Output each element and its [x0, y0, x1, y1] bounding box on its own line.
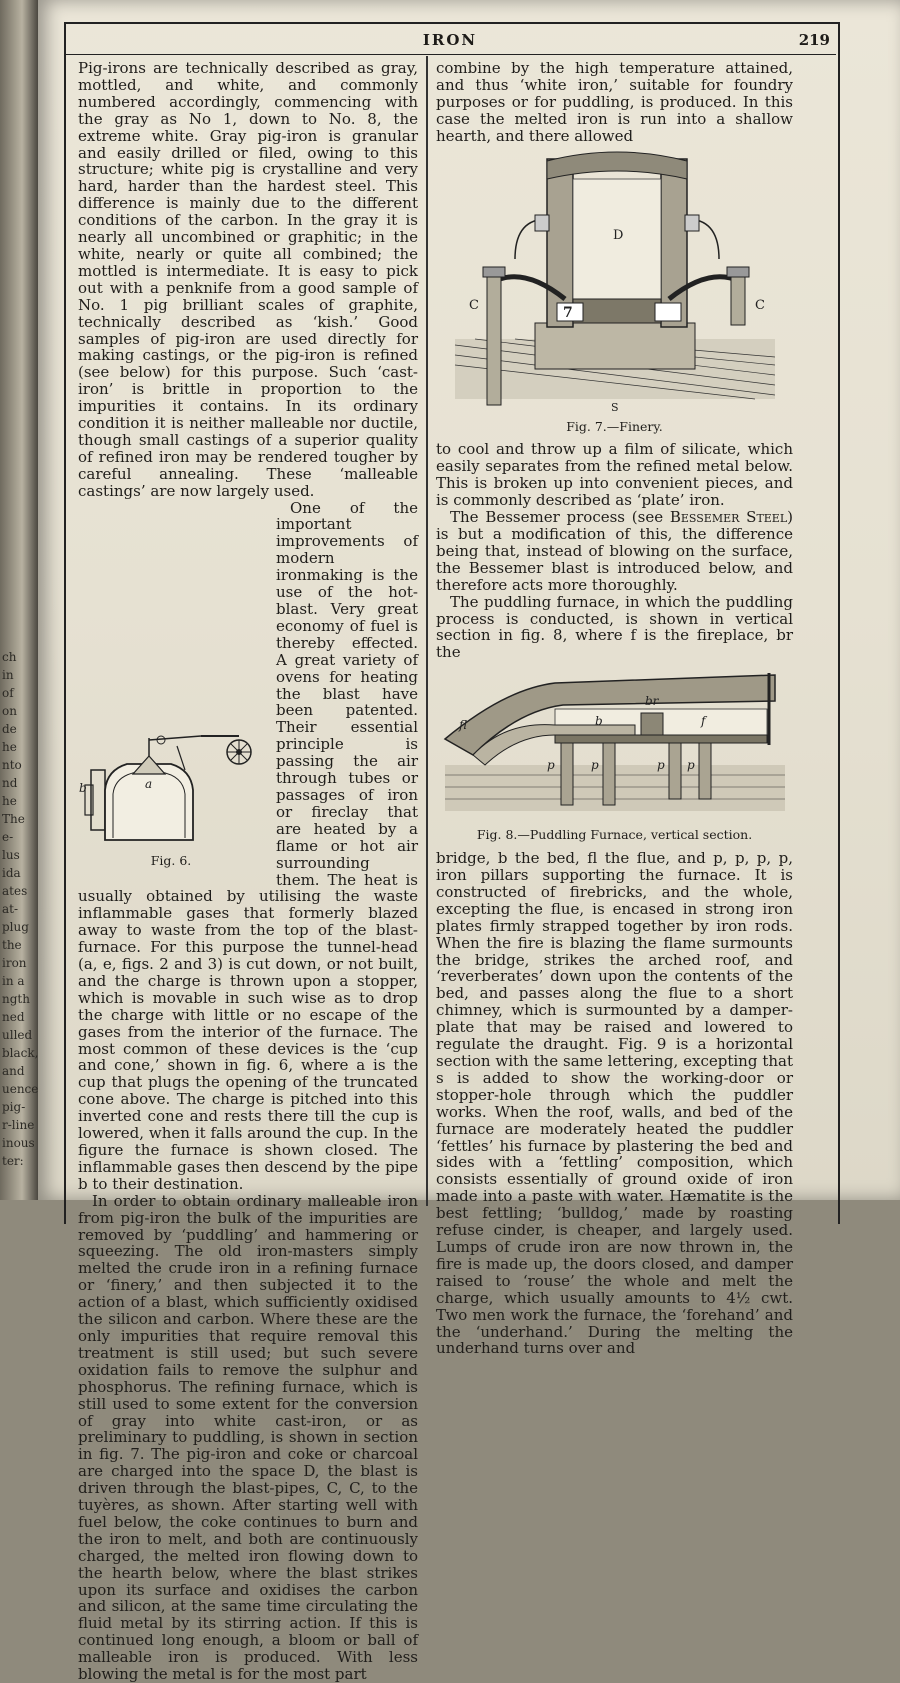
fig7-label-s: S	[610, 400, 619, 414]
previous-page-fragment: ulled	[2, 1028, 33, 1042]
running-head	[64, 24, 836, 55]
finery-illustration	[455, 149, 775, 417]
previous-page-fragment: ter:	[2, 1154, 24, 1168]
fig6-label-b: b	[79, 780, 87, 795]
previous-page-fragment: de	[2, 722, 17, 736]
right-column	[436, 60, 793, 1357]
paragraph-hot-blast-block	[78, 500, 418, 1193]
column-rule	[426, 56, 428, 1206]
fig8-label-fl: fl	[458, 718, 467, 733]
fig7-label-d: D	[612, 227, 623, 243]
previous-page-fragment: ned	[2, 1010, 25, 1024]
previous-page-fragment: nd	[2, 776, 18, 790]
paragraph-pig-irons: Pig-irons are technically described as gray, mottled, and white, and commonly numbered accordingly, commencing with the gray as No 1, down to No. 8, the extreme white. Gray pig-iron is granular and easily drilled or filed, owing to this structure; white pig is crystalline and very hard, harder than the hardest steel. This difference is mainly due to the different conditions of the carbon. In the gray it is nearly all uncombined or graphitic; in the white, nearly or quite all combined; the mottled is intermediate. It is easy to pick out with a penknife from a good sample of No. 1 pig brilliant scales of graphite, technically described as ‘kish.’ Good samples of pig-iron are used directly for making castings, or the pig-iron is refined (see below) for this purpose. Such ‘cast-iron’ is brittle in proportion to the impurities it contains. In its ordinary condition it is neither malleable nor ductile, though small castings of a superior quality of refined iron may be rendered tougher by careful annealing. These ‘malleable castings’ are now largely used.	[78, 59, 418, 500]
left-column	[78, 60, 418, 1683]
previous-page-fragment: of	[2, 686, 14, 700]
fig7-label-c-left: C	[468, 297, 479, 313]
figure-6	[76, 730, 266, 871]
previous-page-fragment: at-	[2, 902, 19, 916]
fig8-label-p1: p	[546, 758, 555, 773]
bessemer-text-a: The Bessemer process (see	[450, 508, 670, 527]
paragraph-white-iron: combine by the high temperature attained, and thus ‘white iron,’ suitable for foundry purposes or for puddling, is produced. In this case the melted iron is run into a shallow hearth, and there allowed	[436, 59, 793, 145]
previous-page-fragment: The	[2, 812, 25, 826]
previous-page-fragment: uence	[2, 1082, 39, 1096]
paragraph-hot-blast: One of the important improvements of modern ironmaking is the use of the hot-blast. Very great economy of fuel is thereby effected. A great variety of ovens for heating the blast have been patented. Their essential principle is passing the air through tubes or passages of iron or fireclay that are heated by a flame or hot air surrounding them. The heat is usually obtained by utilising the waste inflammable gases that formerly blazed away to waste from the top of the blast-furnace. For this purpose the tunnel-head (a, e, figs. 2 and 3) is cut down, or not built, and the charge is thrown upon a stopper, which is movable in such wise as to drop the charge with little or no escape of the gases from the interior of the furnace. The most common of these devices is the ‘cup and cone,’ shown in fig. 6, where a is the cup that plugs the opening of the truncated cone above. The charge is pitched into this inverted cone and rests there till the cup is lowered, when it falls around the cup. In the figure the furnace is shown closed. The inflammable gases then descend by the pipe b to their destination.	[78, 498, 418, 1193]
fig8-label-p3: p	[656, 758, 665, 773]
previous-page-edge	[0, 0, 40, 1200]
previous-page-fragment: and	[2, 1064, 25, 1078]
paragraph-puddling-intro: In order to obtain ordinary malleable iron from pig-iron the bulk of the impurities are removed by ‘puddling’ and hammering or squeezing. The old iron-masters simply melted the crude iron in a refining furnace or ‘finery,’ and then subjected it to the action of a blast, which sufficiently oxidised the silicon and carbon. Where these are the only impurities that require removal this treatment is still used; but such severe oxidation fails to remove the sulphur and phosphorus. The refining furnace, which is still used to some extent for the conversion of gray into white cast-iron, or as preliminary to puddling, is shown in section in fig. 7. The pig-iron and coke or charcoal are charged into the space D, the blast is driven through the blast-pipes, C, C, to the tuyères, as shown. After starting well with fuel below, the coke continues to burn and the iron to melt, and both are continuously charged, the melted iron flowing down to the hearth below, where the blast strikes upon its surface and oxidises the carbon and silicon, at the same time circulating the fluid metal by its stirring action. If this is continued long enough, a bloom or ball of malleable iron is produced. With less blowing the metal is for the most part	[78, 1191, 418, 1683]
previous-page-fragment: in a	[2, 974, 25, 988]
previous-page-fragment: lus	[2, 848, 20, 862]
fig8-label-f: f	[700, 714, 705, 729]
previous-page-fragment: inous	[2, 1136, 35, 1150]
bessemer-text-b: ) is but a modification of this, the difference being that, instead of blowing on the surface, the Bessemer blast is introduced below, and therefore acts more thoroughly.	[436, 508, 794, 594]
previous-page-fragment: ates	[2, 884, 28, 898]
figure-6-caption: Fig. 6.	[150, 853, 192, 869]
previous-page-fragment: nto	[2, 758, 22, 772]
previous-page-fragment: black,	[2, 1046, 39, 1060]
svg-text:7: 7	[562, 304, 573, 321]
previous-page-fragment: e-	[2, 830, 14, 844]
previous-page-fragment: plug	[2, 920, 29, 934]
figure-8	[436, 665, 793, 844]
previous-page-fragment: r-line	[2, 1118, 35, 1132]
paragraph-puddling-furnace: The puddling furnace, in which the puddling process is conducted, is shown in vertical section in fig. 8, where f is the fireplace, br the	[436, 592, 793, 662]
previous-page-fragment: ch	[2, 650, 17, 664]
previous-page-fragment: in	[2, 668, 14, 682]
paragraph-plate-iron: to cool and throw up a film of silicate, which easily separates from the refined metal below. This is broken up into convenient pieces, and is commonly described as ‘plate’ iron.	[436, 440, 793, 510]
figure-7-caption: Fig. 7.—Finery.	[566, 418, 663, 434]
paragraph-bessemer	[436, 509, 793, 594]
previous-page-fragment: ida	[2, 866, 21, 880]
fig8-label-p2: p	[590, 758, 599, 773]
paragraph-furnace-construction: bridge, b the bed, fl the flue, and p, p, p, p, iron pillars supporting the furnace. It is constructed of firebricks, and the whole, excepting the flue, is encased in strong iron plates firmly strapped together by iron rods. When the fire is blazing the flame surmounts the bridge, strikes the arched roof, and ‘reverberates’ down upon the contents of the bed, and passes along the flue to a short chimney, which is surmounted by a damper-plate that may be raised and lowered to regulate the draught. Fig. 9 is a horizontal section with the same lettering, excepting that s is added to show the working-door or stopper-hole through which the puddler works. When the roof, walls, and bed of the furnace are moderately heated the puddler ‘fettles’ his furnace by plastering the bed and sides with a ‘fettling’ composition, which consists essentially of ground oxide of iron made into a paste with water. Hæmatite is the best fettling; ‘bulldog,’ made by roasting refuse cinder, is cheaper, and largely used. Lumps of crude iron are now thrown in, the fire is made up, the doors closed, and damper raised to ‘rouse’ the whole and melt the charge, which usually amounts to 4½ cwt. Two men work the furnace, the ‘forehand’ and the ‘underhand.’ During the melting the underhand turns over and	[436, 849, 793, 1358]
previous-page-fragment: ngth	[2, 992, 30, 1006]
figure-7	[436, 149, 793, 436]
fig8-label-b: b	[594, 714, 603, 729]
previous-page-fragment: he	[2, 740, 17, 754]
previous-page-fragment: iron	[2, 956, 27, 970]
figure-8-caption: Fig. 8.—Puddling Furnace, vertical section.	[476, 827, 753, 843]
previous-page-fragment: the	[2, 938, 22, 952]
bessemer-steel-reference: Bessemer Steel	[669, 508, 788, 527]
cup-and-cone-illustration	[81, 730, 261, 848]
fig8-label-br: br	[644, 694, 658, 709]
fig6-label-a: a	[145, 776, 153, 791]
puddling-furnace-illustration	[445, 665, 785, 825]
previous-page-fragment: on	[2, 704, 17, 718]
book-page	[38, 0, 900, 1683]
previous-page-fragment: he	[2, 794, 17, 808]
previous-page-fragment: pig-	[2, 1100, 26, 1114]
fig8-label-p4: p	[686, 758, 695, 773]
fig7-label-c-right: C	[754, 297, 765, 313]
page-number: 219	[798, 31, 830, 49]
page-title: IRON	[422, 31, 478, 49]
